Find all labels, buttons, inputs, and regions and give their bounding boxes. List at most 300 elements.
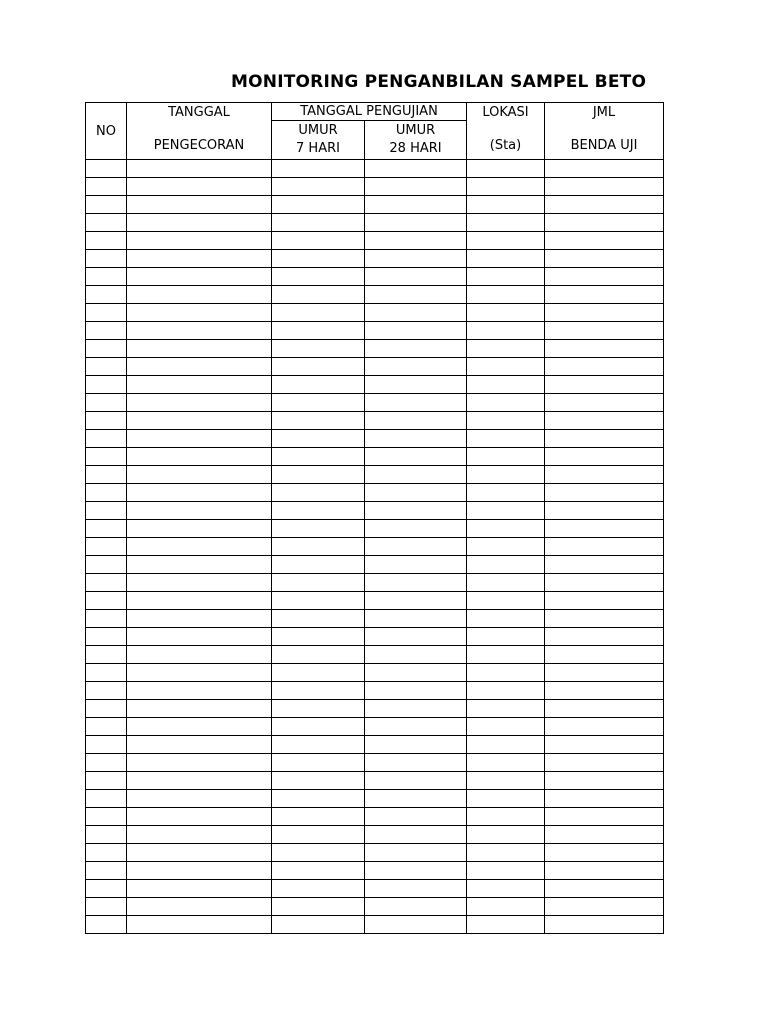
cell-umur-7-hari bbox=[272, 592, 365, 610]
cell-umur-28-hari bbox=[365, 394, 467, 412]
header-sta-label: (Sta) bbox=[489, 138, 522, 153]
table-row bbox=[86, 484, 664, 502]
table-row bbox=[86, 664, 664, 682]
header-tanggal-pengecoran bbox=[127, 103, 272, 160]
cell-tanggal-pengecoran bbox=[127, 772, 272, 790]
cell-lokasi bbox=[467, 628, 545, 646]
cell-jml-benda-uji bbox=[545, 466, 664, 484]
table-row bbox=[86, 538, 664, 556]
cell-umur-28-hari bbox=[365, 646, 467, 664]
cell-tanggal-pengecoran bbox=[127, 754, 272, 772]
header-lokasi-label: LOKASI bbox=[482, 105, 529, 120]
cell-lokasi bbox=[467, 520, 545, 538]
cell-tanggal-pengecoran bbox=[127, 538, 272, 556]
cell-lokasi bbox=[467, 430, 545, 448]
header-umur-7-line2: 7 HARI bbox=[296, 141, 340, 156]
cell-umur-7-hari bbox=[272, 322, 365, 340]
cell-lokasi bbox=[467, 304, 545, 322]
cell-tanggal-pengecoran bbox=[127, 718, 272, 736]
table-row bbox=[86, 430, 664, 448]
cell-umur-7-hari bbox=[272, 556, 365, 574]
cell-umur-28-hari bbox=[365, 592, 467, 610]
cell-jml-benda-uji bbox=[545, 808, 664, 826]
cell-tanggal-pengecoran bbox=[127, 484, 272, 502]
table-row bbox=[86, 682, 664, 700]
cell-jml-benda-uji bbox=[545, 538, 664, 556]
table-row bbox=[86, 556, 664, 574]
page-title: MONITORING PENGANBILAN SAMPEL BETO bbox=[231, 72, 647, 92]
cell-umur-7-hari bbox=[272, 358, 365, 376]
cell-no bbox=[86, 304, 127, 322]
cell-no bbox=[86, 916, 127, 934]
cell-jml-benda-uji bbox=[545, 592, 664, 610]
cell-umur-28-hari bbox=[365, 376, 467, 394]
cell-umur-7-hari bbox=[272, 196, 365, 214]
cell-no bbox=[86, 754, 127, 772]
cell-tanggal-pengecoran bbox=[127, 610, 272, 628]
cell-no bbox=[86, 790, 127, 808]
cell-tanggal-pengecoran bbox=[127, 682, 272, 700]
cell-umur-7-hari bbox=[272, 610, 365, 628]
cell-no bbox=[86, 682, 127, 700]
cell-jml-benda-uji bbox=[545, 178, 664, 196]
cell-umur-7-hari bbox=[272, 394, 365, 412]
cell-umur-7-hari bbox=[272, 664, 365, 682]
cell-lokasi bbox=[467, 592, 545, 610]
table-row bbox=[86, 502, 664, 520]
table-row bbox=[86, 826, 664, 844]
cell-lokasi bbox=[467, 808, 545, 826]
cell-no bbox=[86, 898, 127, 916]
cell-umur-28-hari bbox=[365, 160, 467, 178]
table-row bbox=[86, 628, 664, 646]
cell-umur-7-hari bbox=[272, 178, 365, 196]
cell-tanggal-pengecoran bbox=[127, 214, 272, 232]
cell-lokasi bbox=[467, 700, 545, 718]
cell-umur-7-hari bbox=[272, 700, 365, 718]
cell-lokasi bbox=[467, 682, 545, 700]
cell-umur-7-hari bbox=[272, 790, 365, 808]
cell-umur-28-hari bbox=[365, 538, 467, 556]
cell-jml-benda-uji bbox=[545, 916, 664, 934]
table-row bbox=[86, 736, 664, 754]
cell-no bbox=[86, 628, 127, 646]
header-pengecoran-label: PENGECORAN bbox=[153, 138, 245, 153]
cell-jml-benda-uji bbox=[545, 790, 664, 808]
table-row bbox=[86, 376, 664, 394]
cell-tanggal-pengecoran bbox=[127, 286, 272, 304]
cell-jml-benda-uji bbox=[545, 160, 664, 178]
cell-umur-28-hari bbox=[365, 610, 467, 628]
cell-umur-7-hari bbox=[272, 736, 365, 754]
cell-no bbox=[86, 736, 127, 754]
header-umur-28-line2: 28 HARI bbox=[389, 141, 442, 156]
table-row bbox=[86, 196, 664, 214]
cell-umur-7-hari bbox=[272, 448, 365, 466]
cell-tanggal-pengecoran bbox=[127, 826, 272, 844]
cell-no bbox=[86, 214, 127, 232]
cell-no bbox=[86, 880, 127, 898]
cell-no bbox=[86, 700, 127, 718]
cell-umur-7-hari bbox=[272, 682, 365, 700]
cell-no bbox=[86, 232, 127, 250]
cell-jml-benda-uji bbox=[545, 718, 664, 736]
cell-tanggal-pengecoran bbox=[127, 178, 272, 196]
cell-tanggal-pengecoran bbox=[127, 250, 272, 268]
cell-tanggal-pengecoran bbox=[127, 376, 272, 394]
cell-no bbox=[86, 448, 127, 466]
header-tanggal-pengujian bbox=[272, 103, 467, 121]
cell-umur-28-hari bbox=[365, 286, 467, 304]
table-row bbox=[86, 232, 664, 250]
cell-tanggal-pengecoran bbox=[127, 646, 272, 664]
cell-no bbox=[86, 286, 127, 304]
cell-lokasi bbox=[467, 862, 545, 880]
cell-no bbox=[86, 412, 127, 430]
cell-lokasi bbox=[467, 898, 545, 916]
cell-lokasi bbox=[467, 502, 545, 520]
cell-jml-benda-uji bbox=[545, 898, 664, 916]
cell-umur-28-hari bbox=[365, 484, 467, 502]
cell-no bbox=[86, 466, 127, 484]
table-row bbox=[86, 466, 664, 484]
cell-lokasi bbox=[467, 214, 545, 232]
cell-lokasi bbox=[467, 484, 545, 502]
cell-jml-benda-uji bbox=[545, 520, 664, 538]
cell-jml-benda-uji bbox=[545, 322, 664, 340]
cell-umur-7-hari bbox=[272, 916, 365, 934]
cell-umur-28-hari bbox=[365, 898, 467, 916]
header-no-label: NO bbox=[96, 123, 116, 139]
cell-umur-7-hari bbox=[272, 826, 365, 844]
cell-no bbox=[86, 646, 127, 664]
table-row bbox=[86, 448, 664, 466]
cell-no bbox=[86, 358, 127, 376]
table-row bbox=[86, 304, 664, 322]
cell-jml-benda-uji bbox=[545, 682, 664, 700]
header-umur-28-line1: UMUR bbox=[395, 123, 436, 138]
cell-no bbox=[86, 430, 127, 448]
cell-umur-28-hari bbox=[365, 772, 467, 790]
cell-tanggal-pengecoran bbox=[127, 808, 272, 826]
table-row bbox=[86, 880, 664, 898]
header-umur-28 bbox=[365, 121, 467, 160]
cell-tanggal-pengecoran bbox=[127, 574, 272, 592]
cell-lokasi bbox=[467, 466, 545, 484]
table-row bbox=[86, 610, 664, 628]
cell-lokasi bbox=[467, 160, 545, 178]
cell-lokasi bbox=[467, 556, 545, 574]
cell-no bbox=[86, 592, 127, 610]
cell-tanggal-pengecoran bbox=[127, 268, 272, 286]
cell-tanggal-pengecoran bbox=[127, 592, 272, 610]
cell-umur-7-hari bbox=[272, 286, 365, 304]
cell-umur-28-hari bbox=[365, 520, 467, 538]
cell-jml-benda-uji bbox=[545, 574, 664, 592]
cell-umur-28-hari bbox=[365, 574, 467, 592]
cell-lokasi bbox=[467, 880, 545, 898]
cell-lokasi bbox=[467, 664, 545, 682]
cell-no bbox=[86, 322, 127, 340]
cell-lokasi bbox=[467, 322, 545, 340]
table-row bbox=[86, 394, 664, 412]
cell-umur-28-hari bbox=[365, 880, 467, 898]
cell-umur-28-hari bbox=[365, 754, 467, 772]
cell-umur-28-hari bbox=[365, 556, 467, 574]
cell-jml-benda-uji bbox=[545, 412, 664, 430]
table-row bbox=[86, 790, 664, 808]
cell-jml-benda-uji bbox=[545, 430, 664, 448]
cell-jml-benda-uji bbox=[545, 448, 664, 466]
cell-umur-7-hari bbox=[272, 808, 365, 826]
cell-umur-28-hari bbox=[365, 232, 467, 250]
cell-umur-7-hari bbox=[272, 880, 365, 898]
cell-tanggal-pengecoran bbox=[127, 304, 272, 322]
cell-no bbox=[86, 664, 127, 682]
cell-jml-benda-uji bbox=[545, 304, 664, 322]
cell-umur-28-hari bbox=[365, 412, 467, 430]
cell-no bbox=[86, 538, 127, 556]
table-row bbox=[86, 700, 664, 718]
cell-umur-7-hari bbox=[272, 466, 365, 484]
cell-jml-benda-uji bbox=[545, 862, 664, 880]
cell-umur-7-hari bbox=[272, 268, 365, 286]
cell-umur-7-hari bbox=[272, 250, 365, 268]
cell-lokasi bbox=[467, 844, 545, 862]
table-row bbox=[86, 268, 664, 286]
cell-umur-7-hari bbox=[272, 718, 365, 736]
cell-no bbox=[86, 340, 127, 358]
header-lokasi bbox=[467, 103, 545, 160]
cell-umur-7-hari bbox=[272, 862, 365, 880]
cell-umur-28-hari bbox=[365, 466, 467, 484]
cell-lokasi bbox=[467, 610, 545, 628]
header-jml-label: JML bbox=[592, 105, 616, 120]
cell-umur-7-hari bbox=[272, 412, 365, 430]
cell-no bbox=[86, 160, 127, 178]
cell-umur-7-hari bbox=[272, 502, 365, 520]
cell-lokasi bbox=[467, 340, 545, 358]
cell-lokasi bbox=[467, 448, 545, 466]
cell-lokasi bbox=[467, 790, 545, 808]
cell-tanggal-pengecoran bbox=[127, 322, 272, 340]
cell-tanggal-pengecoran bbox=[127, 700, 272, 718]
cell-umur-28-hari bbox=[365, 448, 467, 466]
cell-umur-7-hari bbox=[272, 520, 365, 538]
cell-lokasi bbox=[467, 916, 545, 934]
table-row bbox=[86, 862, 664, 880]
cell-jml-benda-uji bbox=[545, 394, 664, 412]
cell-umur-7-hari bbox=[272, 214, 365, 232]
table-row bbox=[86, 916, 664, 934]
cell-no bbox=[86, 862, 127, 880]
cell-no bbox=[86, 394, 127, 412]
cell-no bbox=[86, 610, 127, 628]
cell-tanggal-pengecoran bbox=[127, 790, 272, 808]
table-row bbox=[86, 592, 664, 610]
cell-jml-benda-uji bbox=[545, 250, 664, 268]
header-pengujian-label: TANGGAL PENGUJIAN bbox=[300, 104, 438, 119]
cell-jml-benda-uji bbox=[545, 664, 664, 682]
cell-no bbox=[86, 376, 127, 394]
cell-umur-28-hari bbox=[365, 304, 467, 322]
cell-no bbox=[86, 556, 127, 574]
cell-umur-28-hari bbox=[365, 736, 467, 754]
header-jml-benda-uji bbox=[545, 103, 664, 160]
cell-lokasi bbox=[467, 286, 545, 304]
cell-jml-benda-uji bbox=[545, 736, 664, 754]
cell-no bbox=[86, 250, 127, 268]
cell-tanggal-pengecoran bbox=[127, 898, 272, 916]
cell-lokasi bbox=[467, 754, 545, 772]
table-row bbox=[86, 250, 664, 268]
table-row bbox=[86, 754, 664, 772]
cell-tanggal-pengecoran bbox=[127, 196, 272, 214]
cell-tanggal-pengecoran bbox=[127, 412, 272, 430]
cell-umur-7-hari bbox=[272, 844, 365, 862]
header-tanggal-label: TANGGAL bbox=[168, 105, 230, 120]
cell-lokasi bbox=[467, 394, 545, 412]
cell-umur-28-hari bbox=[365, 664, 467, 682]
cell-lokasi bbox=[467, 826, 545, 844]
cell-jml-benda-uji bbox=[545, 214, 664, 232]
cell-lokasi bbox=[467, 412, 545, 430]
cell-umur-7-hari bbox=[272, 160, 365, 178]
cell-lokasi bbox=[467, 646, 545, 664]
cell-umur-7-hari bbox=[272, 304, 365, 322]
cell-lokasi bbox=[467, 718, 545, 736]
cell-umur-28-hari bbox=[365, 322, 467, 340]
header-benda-uji-label: BENDA UJI bbox=[570, 138, 638, 153]
cell-lokasi bbox=[467, 538, 545, 556]
cell-jml-benda-uji bbox=[545, 826, 664, 844]
cell-tanggal-pengecoran bbox=[127, 862, 272, 880]
cell-jml-benda-uji bbox=[545, 232, 664, 250]
cell-no bbox=[86, 178, 127, 196]
table-header-row bbox=[86, 103, 664, 121]
header-no bbox=[86, 103, 127, 160]
cell-umur-7-hari bbox=[272, 484, 365, 502]
cell-jml-benda-uji bbox=[545, 340, 664, 358]
cell-jml-benda-uji bbox=[545, 268, 664, 286]
table-row bbox=[86, 898, 664, 916]
cell-umur-7-hari bbox=[272, 538, 365, 556]
cell-no bbox=[86, 574, 127, 592]
cell-tanggal-pengecoran bbox=[127, 358, 272, 376]
cell-umur-28-hari bbox=[365, 808, 467, 826]
cell-lokasi bbox=[467, 250, 545, 268]
cell-tanggal-pengecoran bbox=[127, 736, 272, 754]
cell-umur-28-hari bbox=[365, 178, 467, 196]
cell-no bbox=[86, 808, 127, 826]
cell-umur-28-hari bbox=[365, 358, 467, 376]
cell-tanggal-pengecoran bbox=[127, 520, 272, 538]
table-row bbox=[86, 322, 664, 340]
header-umur-7-line1: UMUR bbox=[298, 123, 338, 138]
cell-jml-benda-uji bbox=[545, 484, 664, 502]
cell-jml-benda-uji bbox=[545, 772, 664, 790]
cell-umur-28-hari bbox=[365, 682, 467, 700]
table-row bbox=[86, 214, 664, 232]
cell-umur-7-hari bbox=[272, 430, 365, 448]
cell-tanggal-pengecoran bbox=[127, 466, 272, 484]
cell-lokasi bbox=[467, 232, 545, 250]
cell-lokasi bbox=[467, 772, 545, 790]
cell-tanggal-pengecoran bbox=[127, 880, 272, 898]
table-row bbox=[86, 358, 664, 376]
cell-umur-7-hari bbox=[272, 772, 365, 790]
cell-no bbox=[86, 196, 127, 214]
cell-jml-benda-uji bbox=[545, 502, 664, 520]
cell-umur-7-hari bbox=[272, 574, 365, 592]
cell-umur-28-hari bbox=[365, 628, 467, 646]
cell-umur-28-hari bbox=[365, 718, 467, 736]
cell-jml-benda-uji bbox=[545, 286, 664, 304]
cell-jml-benda-uji bbox=[545, 754, 664, 772]
cell-umur-28-hari bbox=[365, 862, 467, 880]
cell-jml-benda-uji bbox=[545, 628, 664, 646]
cell-no bbox=[86, 268, 127, 286]
cell-umur-28-hari bbox=[365, 340, 467, 358]
cell-umur-28-hari bbox=[365, 790, 467, 808]
table-row bbox=[86, 286, 664, 304]
cell-umur-7-hari bbox=[272, 340, 365, 358]
cell-umur-28-hari bbox=[365, 826, 467, 844]
cell-no bbox=[86, 484, 127, 502]
cell-tanggal-pengecoran bbox=[127, 160, 272, 178]
cell-jml-benda-uji bbox=[545, 880, 664, 898]
cell-umur-28-hari bbox=[365, 916, 467, 934]
table-row bbox=[86, 412, 664, 430]
cell-umur-7-hari bbox=[272, 898, 365, 916]
cell-umur-7-hari bbox=[272, 646, 365, 664]
cell-jml-benda-uji bbox=[545, 556, 664, 574]
cell-no bbox=[86, 844, 127, 862]
cell-umur-7-hari bbox=[272, 232, 365, 250]
cell-tanggal-pengecoran bbox=[127, 502, 272, 520]
cell-tanggal-pengecoran bbox=[127, 340, 272, 358]
cell-tanggal-pengecoran bbox=[127, 232, 272, 250]
table-row bbox=[86, 646, 664, 664]
cell-jml-benda-uji bbox=[545, 196, 664, 214]
cell-tanggal-pengecoran bbox=[127, 430, 272, 448]
cell-tanggal-pengecoran bbox=[127, 664, 272, 682]
table-row bbox=[86, 178, 664, 196]
table-row bbox=[86, 808, 664, 826]
cell-jml-benda-uji bbox=[545, 844, 664, 862]
table-row bbox=[86, 160, 664, 178]
cell-jml-benda-uji bbox=[545, 376, 664, 394]
cell-lokasi bbox=[467, 178, 545, 196]
cell-umur-28-hari bbox=[365, 700, 467, 718]
cell-tanggal-pengecoran bbox=[127, 844, 272, 862]
cell-umur-28-hari bbox=[365, 214, 467, 232]
cell-umur-7-hari bbox=[272, 376, 365, 394]
table-row bbox=[86, 718, 664, 736]
cell-umur-7-hari bbox=[272, 628, 365, 646]
cell-tanggal-pengecoran bbox=[127, 394, 272, 412]
cell-jml-benda-uji bbox=[545, 700, 664, 718]
cell-tanggal-pengecoran bbox=[127, 448, 272, 466]
cell-jml-benda-uji bbox=[545, 610, 664, 628]
cell-no bbox=[86, 502, 127, 520]
cell-lokasi bbox=[467, 358, 545, 376]
cell-tanggal-pengecoran bbox=[127, 628, 272, 646]
cell-umur-28-hari bbox=[365, 250, 467, 268]
cell-no bbox=[86, 520, 127, 538]
table-row bbox=[86, 574, 664, 592]
cell-lokasi bbox=[467, 376, 545, 394]
